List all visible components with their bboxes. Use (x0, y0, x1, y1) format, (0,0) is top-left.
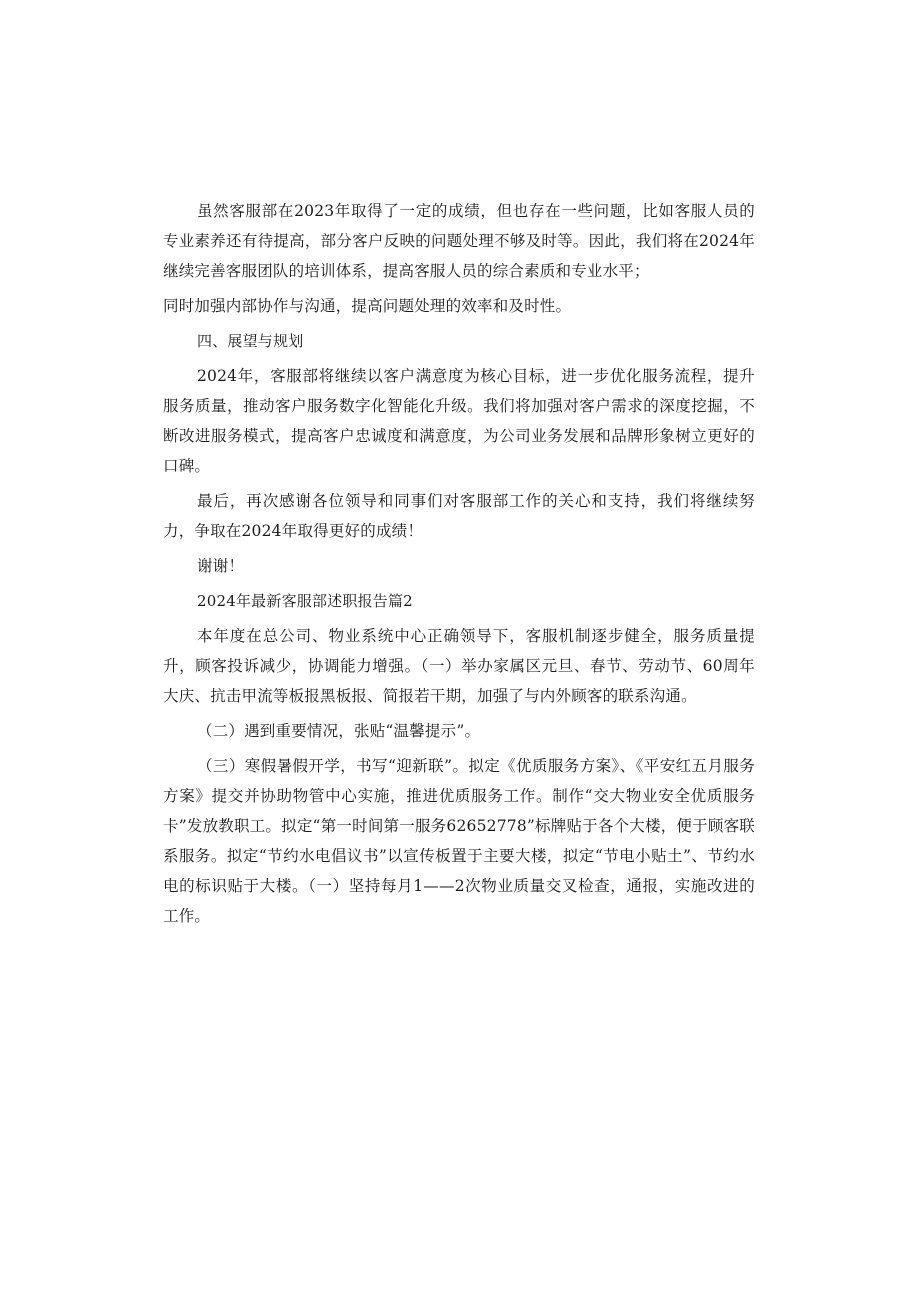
paragraph-collaboration: 同时加强内部协作与沟通，提高问题处理的效率和及时性。 (163, 297, 572, 315)
paragraph-service-plans: （三）寒假暑假开学，书写“迎新联”。拟定《优质服务方案》、《平安红五月服务方案》提交并协助物管中心实施，推进优质服务工作。制作“交大物业安全优质服务卡”发放教职工。拟定“第一时间第一服务62652778”标牌贴于各个大楼，便于顾客联系服务。拟定“节约水电倡议书”以宣传板置于主要大楼，拟定“节电小贴土”、节约水电的标识贴于大楼。（一）坚持每月1——2次物业质量交叉检查，通报，实施改进的工作。 (163, 757, 755, 925)
document-body (163, 196, 755, 936)
paragraph-thanks: 最后，再次感谢各位领导和同事们对客服部工作的关心和支持，我们将继续努力，争取在2024年取得更好的成绩！ (163, 492, 755, 540)
paragraph-outlook: 2024年，客服部将继续以客户满意度为核心目标，进一步优化服务流程，提升服务质量，推动客户服务数字化智能化升级。我们将加强对客户需求的深度挖掘，不断改进服务模式，提高客户忠诚度和满意度，为公司业务发展和品牌形象树立更好的口碑。 (163, 367, 755, 475)
paragraph-notice: （二）遇到重要情况，张贴“温馨提示”。 (197, 722, 481, 740)
section-heading-outlook: 四、展望与规划 (197, 332, 304, 350)
report-title-part2: 2024年最新客服部述职报告篇2 (197, 592, 413, 610)
paragraph-problems: 虽然客服部在2023年取得了一定的成绩，但也存在一些问题，比如客服人员的专业素养还有待提高，部分客户反映的问题处理不够及时等。因此，我们将在2024年继续完善客服团队的培训体系，提高客服人员的综合素质和专业水平； (163, 202, 755, 280)
paragraph-closing: 谢谢！ (197, 557, 245, 575)
paragraph-annual-summary: 本年度在总公司、物业系统中心正确领导下，客服机制逐步健全，服务质量提升，顾客投诉减少，协调能力增强。（一）举办家属区元旦、春节、劳动节、60周年大庆、抗击甲流等板报黑板报、简报若干期，加强了与内外顾客的联系沟通。 (163, 627, 755, 705)
